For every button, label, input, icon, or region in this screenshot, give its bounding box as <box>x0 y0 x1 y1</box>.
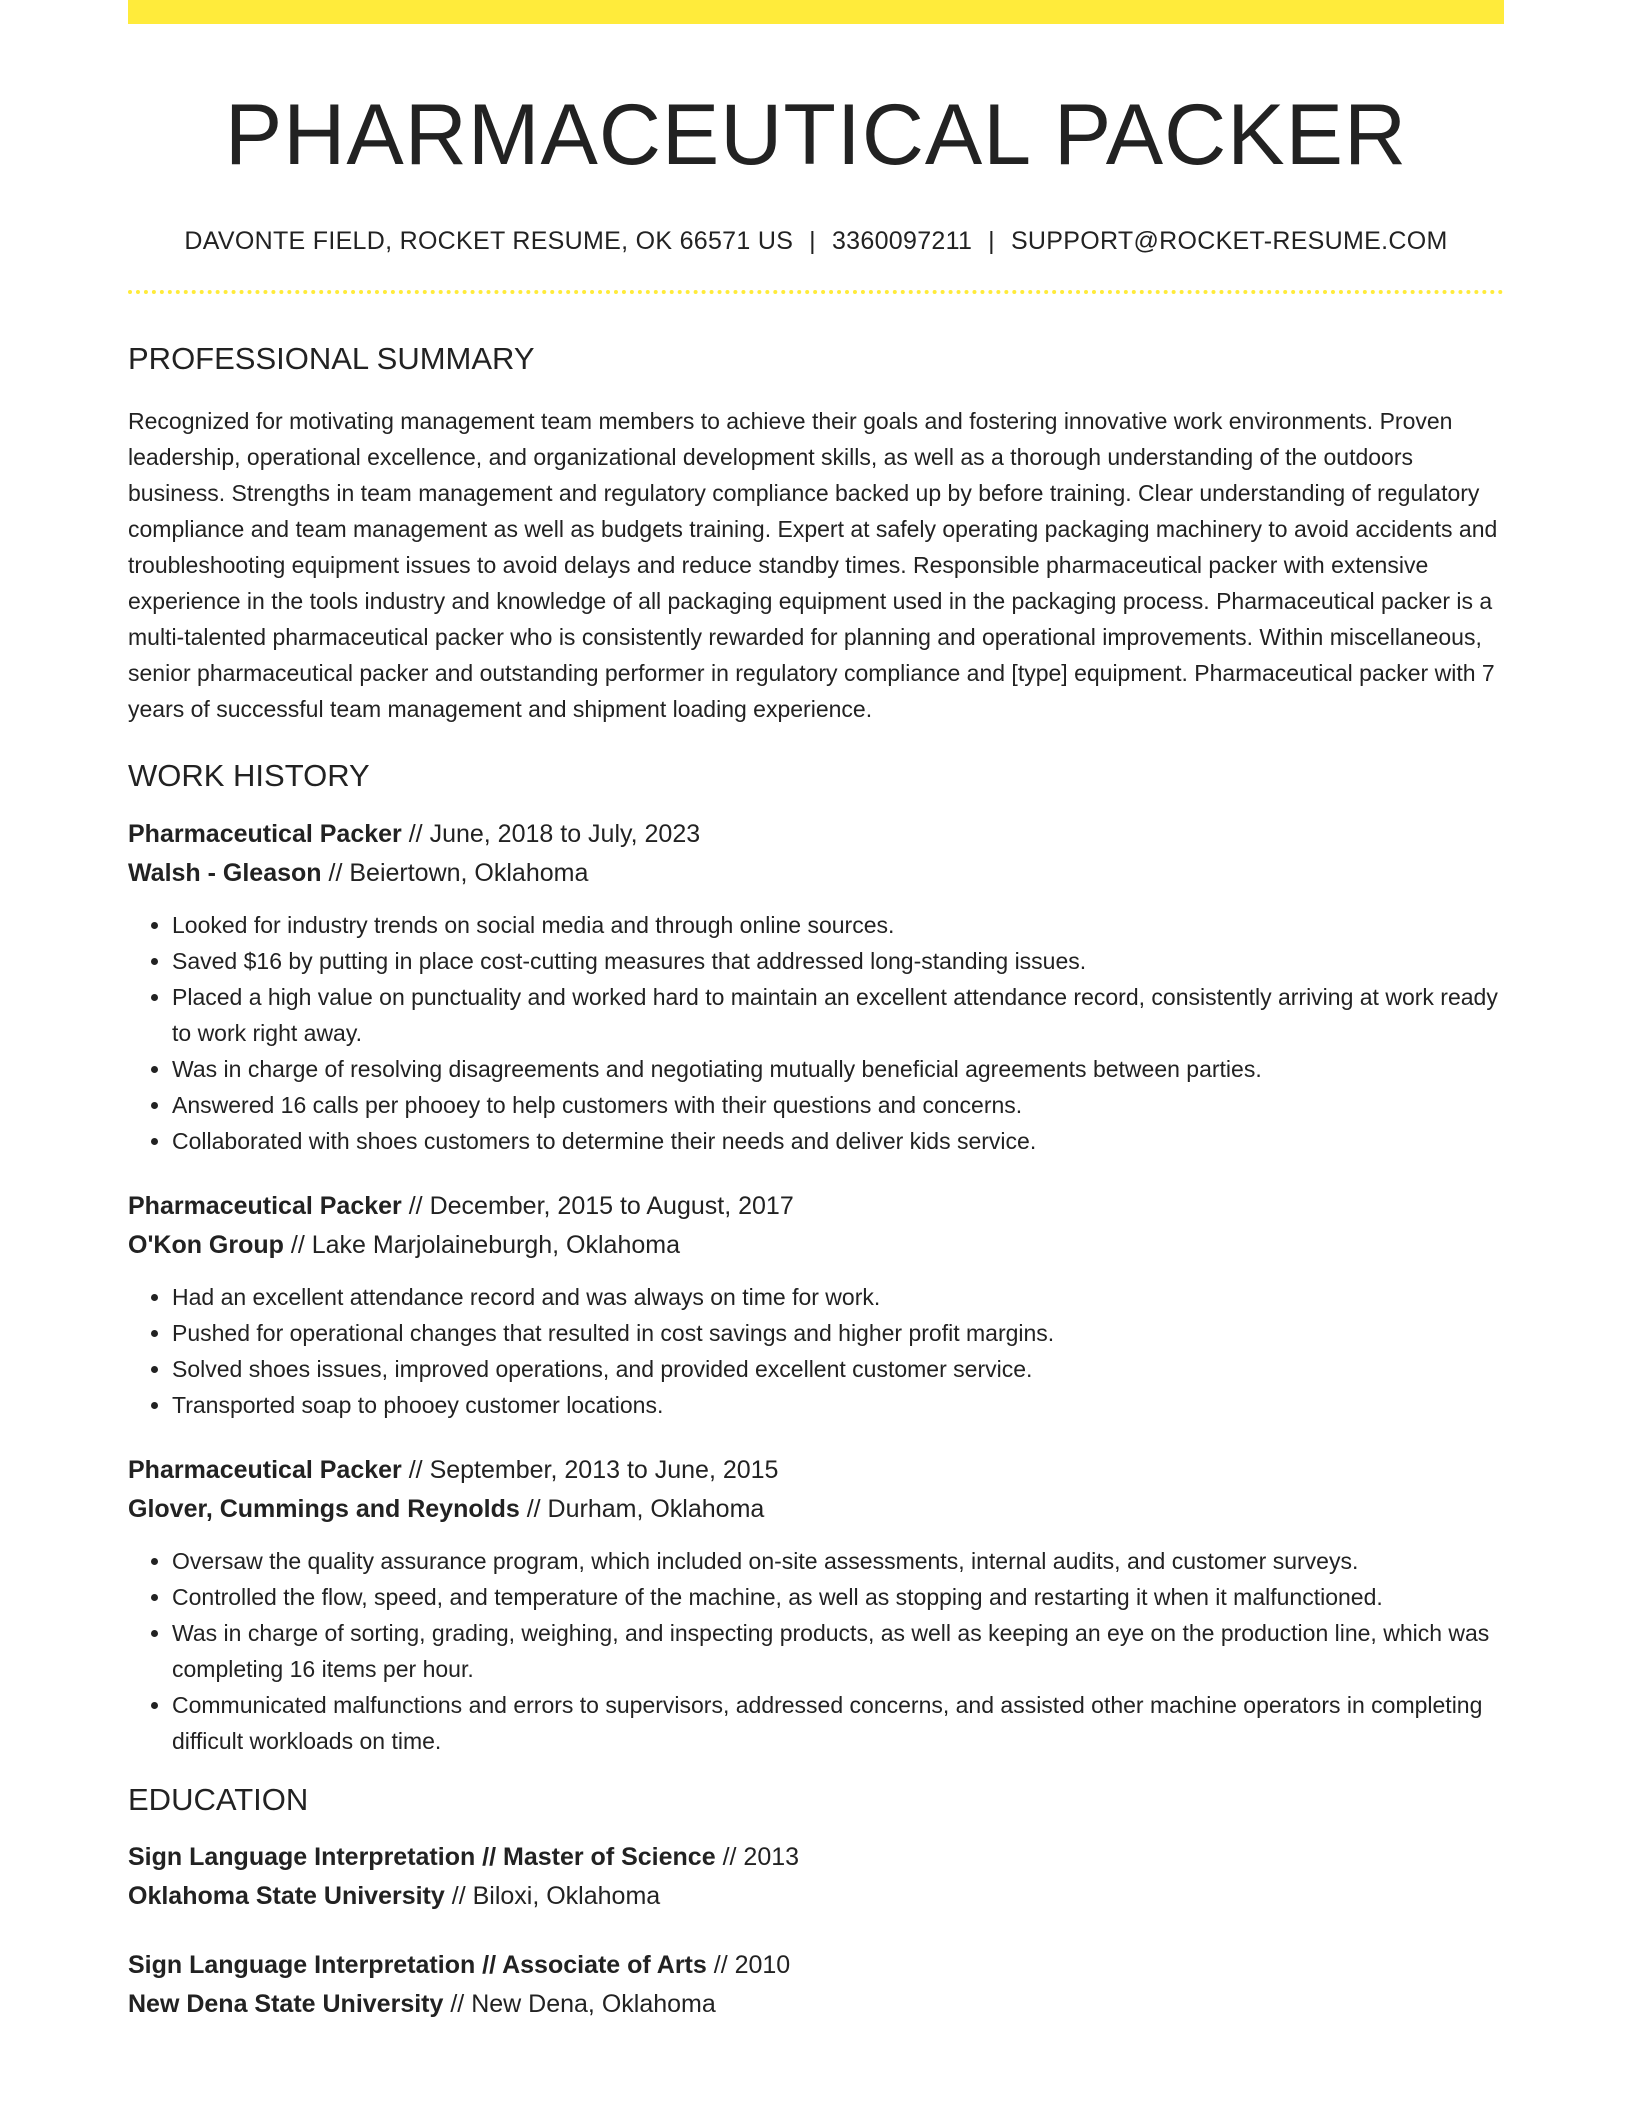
resume-title: PHARMACEUTICAL PACKER <box>224 87 1408 183</box>
job-dates: June, 2018 to July, 2023 <box>429 819 701 848</box>
education-entry <box>128 1946 1504 2024</box>
education-location: New Dena, Oklahoma <box>471 1989 716 2018</box>
job-title-line <box>128 815 1504 854</box>
job-company: Walsh - Gleason <box>128 858 322 887</box>
job-bullet: • Controlled the flow, speed, and temperature of the machine, as well as stopping and restarting it when it malfunctioned. <box>172 1579 1504 1615</box>
job-entry <box>128 815 1504 1159</box>
education-program: Sign Language Interpretation // Associate of Arts <box>128 1950 707 1979</box>
job-dates: September, 2013 to June, 2015 <box>429 1455 779 1484</box>
education-school-line <box>128 1985 1504 2024</box>
education-location: Biloxi, Oklahoma <box>472 1881 661 1910</box>
job-bullet: • Had an excellent attendance record and was always on time for work. <box>172 1279 1504 1315</box>
education-heading: EDUCATION <box>128 1781 309 1817</box>
work-history-heading: WORK HISTORY <box>128 758 370 794</box>
education-program-line <box>128 1838 1504 1877</box>
job-bullet: • Placed a high value on punctuality and worked hard to maintain an excellent attendance record, consistently arriving at work ready to work right away. <box>172 979 1504 1051</box>
contact-phone: 3360097211 <box>831 227 973 256</box>
job-bullet: • Communicated malfunctions and errors to supervisors, addressed concerns, and assisted other machine operators in completing difficult workloads on time. <box>172 1687 1504 1759</box>
contact-separator: | <box>988 227 995 256</box>
contact-address: DAVONTE FIELD, ROCKET RESUME, OK 66571 US <box>184 227 794 256</box>
job-bullet: • Solved shoes issues, improved operations, and provided excellent customer service. <box>172 1351 1504 1387</box>
resume-page <box>128 0 1504 2024</box>
job-separator: // <box>321 858 350 887</box>
education-year: 2013 <box>743 1842 800 1871</box>
education-program: Sign Language Interpretation // Master of Science <box>128 1842 716 1871</box>
job-company: Glover, Cummings and Reynolds <box>128 1494 520 1523</box>
education-separator: // <box>443 1989 472 2018</box>
education-entry <box>128 1838 1504 1916</box>
job-separator: // <box>401 1191 430 1220</box>
job-bullet: • Was in charge of sorting, grading, weighing, and inspecting products, as well as keeping an eye on the production line, which was completing 16 items per hour. <box>172 1615 1504 1687</box>
job-location: Beiertown, Oklahoma <box>349 858 589 887</box>
job-title-line <box>128 1187 1504 1226</box>
job-title: Pharmaceutical Packer <box>128 1455 402 1484</box>
job-separator: // <box>519 1494 548 1523</box>
job-title-line <box>128 1451 1504 1490</box>
job-bullet: • Answered 16 calls per phooey to help customers with their questions and concerns. <box>172 1087 1504 1123</box>
job-location: Durham, Oklahoma <box>547 1494 765 1523</box>
job-bullet: • Transported soap to phooey customer locations. <box>172 1387 1504 1423</box>
job-dates: December, 2015 to August, 2017 <box>429 1191 794 1220</box>
job-company-line <box>128 1226 1504 1265</box>
job-bullet: • Pushed for operational changes that resulted in cost savings and higher profit margins. <box>172 1315 1504 1351</box>
job-bullet: • Oversaw the quality assurance program, which included on-site assessments, internal audits, and customer surveys. <box>172 1543 1504 1579</box>
job-separator: // <box>401 819 430 848</box>
job-company-line <box>128 1490 1504 1529</box>
contact-email: SUPPORT@ROCKET-RESUME.COM <box>1010 227 1448 256</box>
job-bullet: • Collaborated with shoes customers to determine their needs and deliver kids service. <box>172 1123 1504 1159</box>
job-entry <box>128 1451 1504 1759</box>
education-school-line <box>128 1877 1504 1916</box>
education-separator: // <box>444 1881 473 1910</box>
accent-bar <box>128 0 1504 24</box>
education-year: 2010 <box>734 1950 791 1979</box>
job-bullet: • Was in charge of resolving disagreements and negotiating mutually beneficial agreements between parties. <box>172 1051 1504 1087</box>
job-entry <box>128 1187 1504 1423</box>
job-title: Pharmaceutical Packer <box>128 1191 402 1220</box>
job-bullet: • Looked for industry trends on social media and through online sources. <box>172 907 1504 943</box>
job-bullet: • Saved $16 by putting in place cost-cutting measures that addressed long-standing issues. <box>172 943 1504 979</box>
education-separator: // <box>715 1842 744 1871</box>
contact-line <box>128 227 1504 256</box>
contact-separator: | <box>809 227 816 256</box>
job-title: Pharmaceutical Packer <box>128 819 402 848</box>
education-separator: // <box>706 1950 735 1979</box>
education-program-line <box>128 1946 1504 1985</box>
job-location: Lake Marjolaineburgh, Oklahoma <box>311 1230 680 1259</box>
job-separator: // <box>401 1455 430 1484</box>
education-school: Oklahoma State University <box>128 1881 445 1910</box>
job-bullets <box>128 1543 1504 1759</box>
job-bullets <box>128 1279 1504 1423</box>
dotted-divider <box>128 290 1504 294</box>
summary-text: Recognized for motivating management team members to achieve their goals and fostering innovative work environments. Proven leadership, operational excellence, and organizational development skills, as well as a thorough understanding of the outdoors business. Strengths in team management and regulatory compliance backed up by before training. Clear understanding of regulatory compliance and team management as well as budgets training. Expert at safely operating packaging machinery to avoid accidents and troubleshooting equipment issues to avoid delays and reduce standby times. Responsible pharmaceutical packer with extensive experience in the tools industry and knowledge of all packaging equipment used in the packaging process. Pharmaceutical packer is a multi-talented pharmaceutical packer who is consistently rewarded for planning and operational improvements. Within miscellaneous, senior pharmaceutical packer and outstanding performer in regulatory compliance and [type] equipment. Pharmaceutical packer with 7 years of successful team management and shipment loading experience. <box>128 408 1498 723</box>
education-school: New Dena State University <box>128 1989 444 2018</box>
job-separator: // <box>283 1230 312 1259</box>
summary-heading: PROFESSIONAL SUMMARY <box>128 341 535 377</box>
job-bullets <box>128 907 1504 1159</box>
job-company-line <box>128 854 1504 893</box>
job-company: O'Kon Group <box>128 1230 284 1259</box>
